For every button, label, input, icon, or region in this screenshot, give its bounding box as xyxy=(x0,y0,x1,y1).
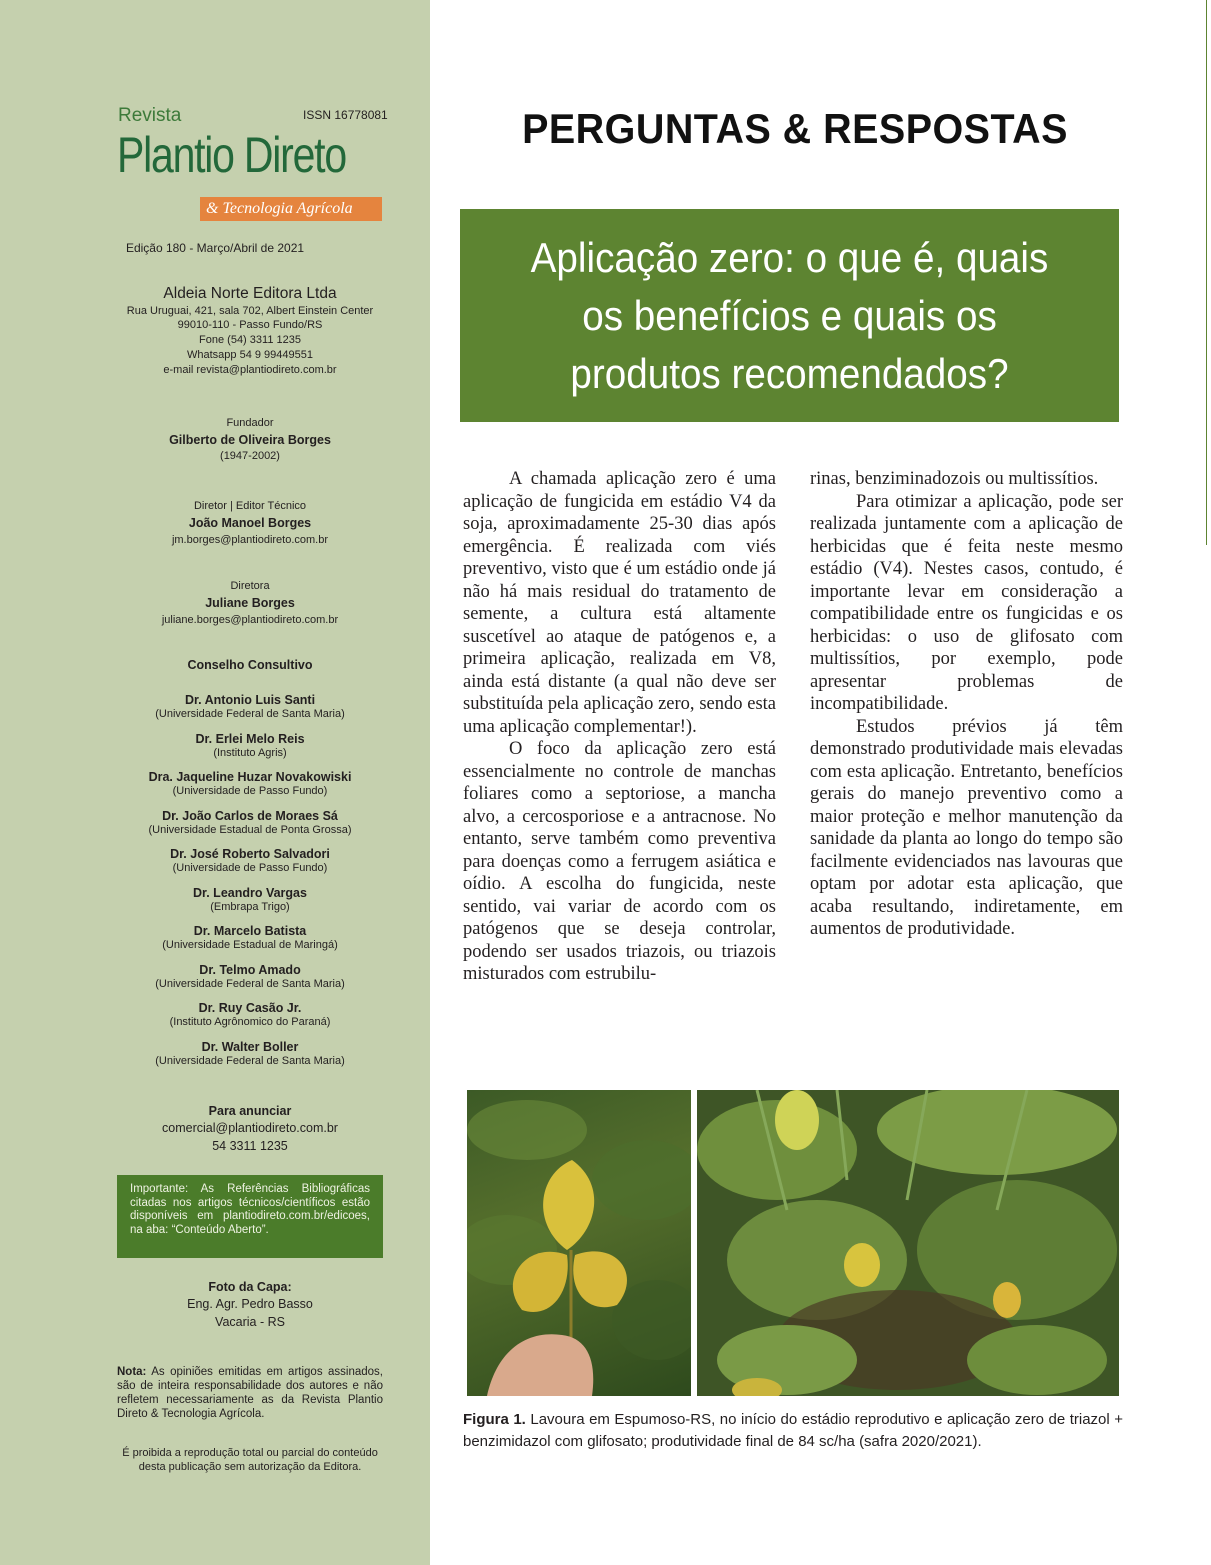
council-member xyxy=(0,1039,500,1078)
council-member-inst: (Universidade Estadual de Maringá) xyxy=(162,939,338,951)
council-member xyxy=(0,846,500,885)
publisher-name: Aldeia Norte Editora Ltda xyxy=(163,285,337,302)
advertise-phone: 54 3311 1235 xyxy=(212,1139,288,1153)
publisher-email: e-mail revista@plantiodireto.com.br xyxy=(163,364,337,376)
issn: ISSN 16778081 xyxy=(303,108,388,122)
directress-role: Diretora xyxy=(230,580,270,592)
nota-disclaimer xyxy=(117,1365,383,1421)
council-member-inst: (Instituto Agrônomico do Paraná) xyxy=(169,1016,331,1028)
council-member-name: Dr. José Roberto Salvadori xyxy=(170,847,330,861)
council-member xyxy=(0,692,500,731)
figure-label: Figura 1. xyxy=(463,1411,526,1428)
director-email: jm.borges@plantiodireto.com.br xyxy=(171,534,329,546)
council-member xyxy=(0,731,500,770)
council-member-name: Dr. Marcelo Batista xyxy=(193,924,307,938)
paragraph: Estudos prévios já têm demonstrado produtividade mais elevadas com esta aplicação. Entretanto, benefícios gerais do manejo preventivo como a maior proteção e melhor manutenção da sanidade da planta ao longo do tempo são facilmente evidenciados nas lavouras que optam por adotar esta aplicação, que acaba resultando, indiretamente, em aumentos de produtividade. xyxy=(810,716,1123,939)
paragraph-continuation: rinas, benziminadozois ou multissítios. xyxy=(810,469,1099,489)
founder-role: Fundador xyxy=(226,417,274,429)
council-member xyxy=(0,885,500,924)
paragraph: O foco da aplicação zero está essencialmente no controle de manchas foliares como a septoriose, a mancha alvo, a cercosporiose e a antracnose. No entanto, serve também como preventiva para doenças como a ferrugem asiática e oídio. A escolha do fungicida, neste sentido, vai variar de acordo com os patógenos que se deseja controlar, podendo ser usados triazois, ou triazois misturados com estrubilu- xyxy=(463,739,776,984)
nota-text: As opiniões emitidas em artigos assinados, são de inteira responsabilidade dos autores e não refletem necessariamente as da Revista Plantio Direto & Tecnologia Agrícola. xyxy=(117,1366,383,1420)
publisher-city: 99010-110 - Passo Fundo/RS xyxy=(177,319,323,331)
council-member-inst: (Universidade Federal de Santa Maria) xyxy=(155,708,345,720)
figure-caption xyxy=(463,1409,1123,1453)
council-list xyxy=(0,692,500,1077)
council-member xyxy=(0,1000,500,1039)
paragraph: A chamada aplicação zero é uma aplicação de fungicida em estádio V4 da soja, aproximadamente 25-30 dias após emergência. É realizada com viés preventivo, visto que é um estádio onde já não há mais residual do tratamento de semente, a cultura está altamente suscetível ao ataque de patógenos e, a primeira aplicação, realizada em V8, ainda está distante (a qual não deve ser substituída pela aplicação zero, sendo esta uma aplicação complementar!). xyxy=(463,469,776,737)
cover-photo-place: Vacaria - RS xyxy=(215,1315,285,1329)
article-column-1 xyxy=(463,468,776,986)
council-member-name: Dr. Leandro Vargas xyxy=(193,885,307,900)
directress-name: Juliane Borges xyxy=(205,596,295,610)
article-title-box xyxy=(460,209,1119,422)
council-member xyxy=(0,962,500,1001)
advertise-email[interactable]: comercial@plantiodireto.com.br xyxy=(162,1121,338,1135)
copyright-notice: É proibida a reprodução total ou parcial do conteúdo desta publicação sem autorização da Editora. xyxy=(122,1447,378,1473)
page-edge-rule xyxy=(1206,0,1207,545)
council-member-name: Dr. Erlei Melo Reis xyxy=(195,731,305,746)
council-member-inst: (Instituto Agris) xyxy=(213,746,287,759)
masthead-sidebar xyxy=(0,0,430,1565)
council-member-inst: (Universidade Estadual de Ponta Grossa) xyxy=(148,823,352,836)
references-notice: Importante: As Referências Bibliográficas citadas nos artigos técnicos/científicos estão disponíveis em plantiodireto.com.br/edicoes, na aba: “Conteúdo Aberto”. xyxy=(117,1175,383,1258)
section-title: PERGUNTAS & RESPOSTAS xyxy=(522,105,1068,152)
council-member-name: Dr. Telmo Amado xyxy=(199,962,301,977)
logo-revista-label: Revista xyxy=(118,105,182,126)
council-member-inst: (Universidade Federal de Santa Maria) xyxy=(155,1054,345,1067)
council-member xyxy=(0,808,500,847)
figure-photo-leaf-in-hand xyxy=(467,1090,691,1396)
council-member-inst: (Universidade Federal de Santa Maria) xyxy=(155,977,345,990)
council-member-name: Dr. João Carlos de Moraes Sá xyxy=(162,808,338,823)
article-title: Aplicação zero: o que é, quais os benefícios e quais os produtos recomendados? xyxy=(530,233,1049,397)
article-column-2 xyxy=(810,468,1123,941)
founder-years: (1947-2002) xyxy=(220,450,280,462)
publisher-whatsapp: Whatsapp 54 9 99449551 xyxy=(187,349,313,361)
council-heading: Conselho Consultivo xyxy=(187,658,313,672)
nota-label: Nota: xyxy=(117,1366,147,1378)
council-member xyxy=(0,769,500,808)
council-member-inst: (Universidade de Passo Fundo) xyxy=(172,785,328,797)
cover-photo-author: Eng. Agr. Pedro Basso xyxy=(187,1297,313,1311)
council-member-name: Dr. Ruy Casão Jr. xyxy=(198,1001,302,1015)
paragraph: Para otimizar a aplicação, pode ser realizada juntamente com a aplicação de herbicidas que é feita neste mesmo estádio (V4). Nestes casos, contudo, é importante levar em consideração a compatibilidade entre os fungicidas e os herbicidas: o uso de glifosato com multissítios, por exemplo, pode apresentar problemas de incompatibilidade. xyxy=(810,491,1123,714)
figure-caption-text: Lavoura em Espumoso-RS, no início do estádio reprodutivo e aplicação zero de triazol + benzimidazol com glifosato; produtividade final de 84 sc/ha (safra 2020/2021). xyxy=(463,1411,1123,1450)
council-member-inst: (Embrapa Trigo) xyxy=(210,900,290,913)
council-member-name: Dra. Jaqueline Huzar Novakowiski xyxy=(148,770,352,784)
leaf-in-hand-illustration xyxy=(467,1090,691,1396)
founder-name: Gilberto de Oliveira Borges xyxy=(169,433,331,447)
advertise-heading: Para anunciar xyxy=(208,1104,292,1118)
soybean-field-illustration xyxy=(697,1090,1119,1396)
logo-tagline: & Tecnologia Agrícola xyxy=(200,197,382,221)
cover-photo-heading: Foto da Capa: xyxy=(208,1280,292,1294)
council-member xyxy=(0,923,500,962)
publisher-phone: Fone (54) 3311 1235 xyxy=(199,334,301,346)
publisher-address: Rua Uruguai, 421, sala 702, Albert Einstein Center xyxy=(126,305,374,317)
figure-photo-soybean-field xyxy=(697,1090,1119,1396)
edition: Edição 180 - Março/Abril de 2021 xyxy=(125,241,305,255)
council-member-inst: (Universidade de Passo Fundo) xyxy=(172,862,328,874)
council-member-name: Dr. Walter Boller xyxy=(201,1039,299,1054)
logo-title: Plantio Direto xyxy=(117,127,346,183)
director-role: Diretor | Editor Técnico xyxy=(193,500,307,512)
council-member-name: Dr. Antonio Luis Santi xyxy=(184,693,316,707)
directress-email: juliane.borges@plantiodireto.com.br xyxy=(161,614,339,626)
director-name: João Manoel Borges xyxy=(188,516,312,530)
